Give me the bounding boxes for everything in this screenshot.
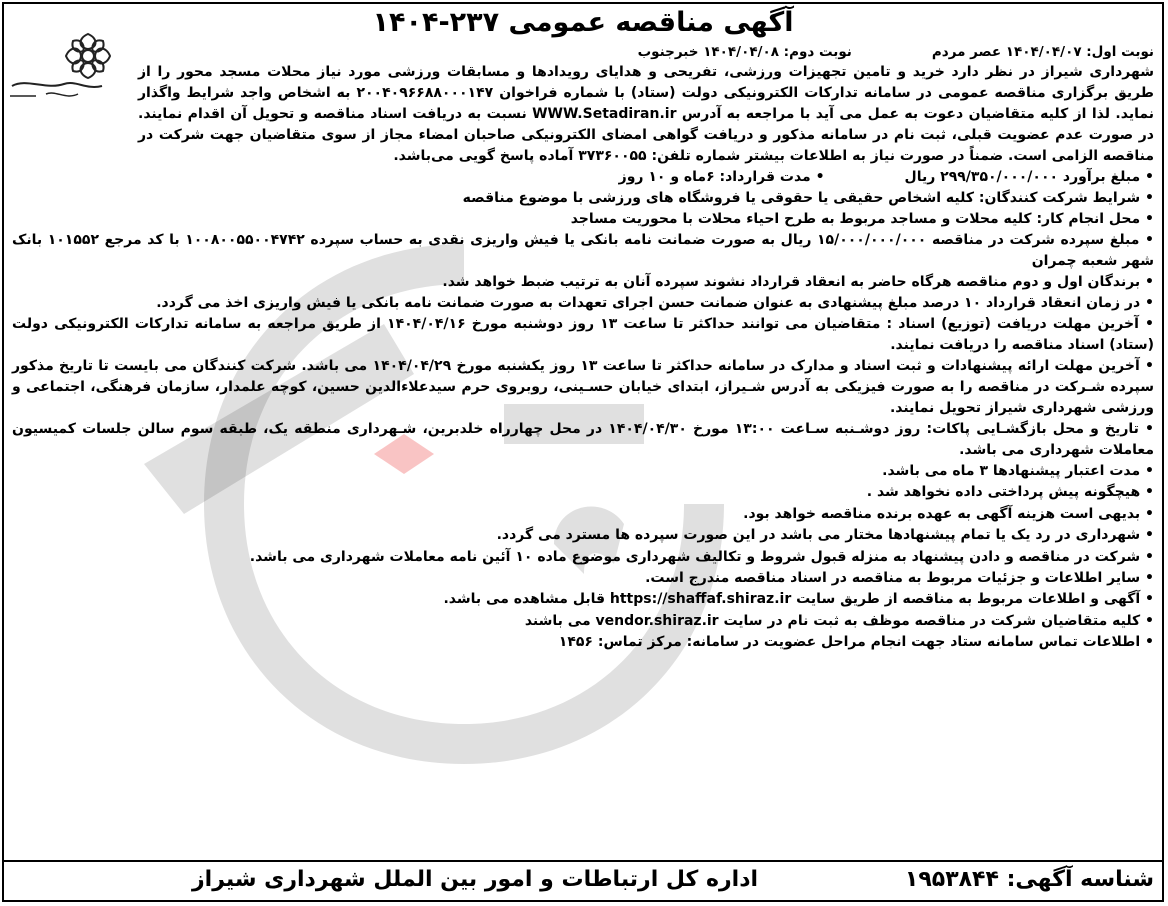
notice-frame xyxy=(2,2,1164,902)
bullet-item: • بدیهی است هزینه آگهی به عهده برنده مناقصه خواهد بود. xyxy=(743,505,1154,522)
ad-id: شناسه آگهی: ۱۹۵۳۸۴۴ xyxy=(904,866,1154,892)
bullet-item: • مدت اعتبار پیشنهادها ۳ ماه می باشد. xyxy=(882,463,1154,479)
bullet-item: • اطلاعات تماس سامانه ستاد جهت انجام مراحل عضویت در سامانه: مرکز تماس: ۱۴۵۶ xyxy=(558,634,1154,651)
bullet-item: • آگهی و اطلاعات مربوط به مناقصه از طریق سایت https://shaffaf.shiraz.ir قابل مشاهده می باشد. xyxy=(443,591,1154,608)
notice-content xyxy=(12,4,1154,900)
bullet-item: • تاریخ و محل بازگشـایی پاکات: روز دوشـنبه سـاعت ۱۳:۰۰ مورخ ۱۴۰۴/۰۴/۳۰ در محل چهارراه خلدبرین، شـهرداری منطقه یک، طبقه سوم سالن جلسات کمیسیون معاملات شهرداری می باشد. xyxy=(12,421,1154,458)
bullet-item: • کلیه متقاضیان شرکت در مناقصه موظف به ثبت نام در سایت vendor.shiraz.ir می باشند xyxy=(524,612,1154,629)
bullet-item: • آخرین مهلت دریافت (توزیع) اسناد : متقاضیان می توانند حداکثر تا ساعت ۱۳ روز دوشنبه مورخ ۱۴۰۴/۰۴/۱۶ از طریق مراجعه به سامانه تدارکات الکترونیکی دولت (ستاد) اسناد مناقصه را دریافت نمایند. xyxy=(12,316,1154,353)
issue-second: نوبت دوم: ۱۴۰۴/۰۴/۰۸ خبرجنوب xyxy=(637,44,852,60)
bullet-item: • شرکت در مناقصه و دادن پیشنهاد به منزله قبول شروط و تکالیف شهرداری موضوع ماده ۱۰ آئین نامه معاملات شهرداری می باشد. xyxy=(249,548,1154,565)
bullet-item: • آخرین مهلت ارائه پیشنهادات و ثبت اسناد و مدارک در سامانه حداکثر تا ساعت ۱۳ روز یکشنبه مورخ ۱۴۰۴/۰۴/۲۹ می باشد. شرکت کنندگان می بایست تا تاریخ مذکور سپرده شـرکت در مناقصه را به صورت فیزیکی به آدرس شـیراز، ابتدای خیابان حسـینی، روبروی حرم سیدعلاءالدین حسین، کوچه علمدار، سازمان فرهنگی، اجتماعی و ورزشی شهرداری شیراز تحویل نمایند. xyxy=(12,358,1154,416)
issue-first: نوبت اول: ۱۴۰۴/۰۴/۰۷ عصر مردم xyxy=(931,44,1154,60)
bullet-item: • محل انجام کار: کلیه محلات و مساجد مربوط به طرح احیاء محلات با محوریت مساجد xyxy=(570,211,1154,227)
bullet-item: • سایر اطلاعات و جزئیات مربوط به مناقصه در اسناد مناقصه مندرج است. xyxy=(645,570,1154,587)
issuing-office: اداره کل ارتباطات و امور بین الملل شهرداری شیراز xyxy=(192,866,759,892)
contract-duration: • مدت قرارداد: ۶ماه و ۱۰ روز xyxy=(618,169,825,185)
bullet-item: • شرایط شرکت کنندگان: کلیه اشخاص حقیقی یا حقوقی یا فروشگاه های ورزشی با موضوع مناقصه xyxy=(462,190,1154,206)
bullet-item: • در زمان انعقاد قرارداد ۱۰ درصد مبلغ پیشنهادی به عنوان ضمانت حسن اجرای تعهدات به صورت ضمانت نامه بانکی یا فیش واریزی اخذ می گردد. xyxy=(156,295,1154,311)
bullet-item: • شهرداری در رد یک یا تمام پیشنهادها مختار می باشد در این صورت سپرده ها مسترد می گردد. xyxy=(496,527,1154,544)
issue-dates xyxy=(12,42,1154,62)
bullet-item: • برندگان اول و دوم مناقصه هرگاه حاضر به انعقاد قرارداد نشوند سپرده آنان به ترتیب ضبط خواهد شد. xyxy=(442,274,1154,290)
estimate-amount: • مبلغ برآورد ۲۹۹/۳۵۰/۰۰۰/۰۰۰ ریال xyxy=(904,169,1154,185)
notice-title: آگهی مناقصه عمومی ۲۳۷-۱۴۰۴ xyxy=(372,7,794,38)
bullet-item: • هیچگونه پیش پرداختی داده نخواهد شد . xyxy=(866,484,1154,501)
bullet-item: • مبلغ سپرده شرکت در مناقصه ۱۵/۰۰۰/۰۰۰/۰۰۰ ریال به صورت ضمانت نامه بانکی یا فیش واریزی نقدی به حساب سپرده ۱۰۰۸۰۰۵۵۰۰۴۷۴۲ با کد مرجع ۱۰۱۵۵۲ بانک شهر شعبه چمران xyxy=(12,232,1154,269)
intro-paragraph: شهرداری شیراز در نظر دارد خرید و تامین تجهیزات ورزشی، تفریحی و هدایای رویدادها و مسابقات ورزشی مورد نیاز محلات مسجد محور را از طریق برگزاری مناقصه عمومی در سامانه تدارکات الکترونیکی دولت (ستاد) با شماره فراخوان ۲۰۰۴۰۹۶۶۸۸۰۰۰۱۴۷ به اشخاص واجد شرایط واگذار نماید. لذا از کلیه متقاضیان دعوت به عمل می آید با مراجعه به آدرس WWW.Setadiran.ir نسبت به دریافت اسناد مناقصه و تحویل آن اقدام نمایند. در صورت عدم عضویت قبلی، ثبت نام در سامانه مذکور و دریافت گواهی امضای الکترونیکی صاحبان امضاء مجاز از سوی متقاضیان جهت شرکت در مناقصه الزامی است. ضمناً در صورت نیاز به اطلاعات بیشتر شماره تلفن: ۳۷۳۶۰۰۵۵ آماده پاسخ گویی می‌باشد. xyxy=(138,64,1154,164)
notice-footer xyxy=(4,860,1162,896)
estimate-row xyxy=(12,167,1154,188)
